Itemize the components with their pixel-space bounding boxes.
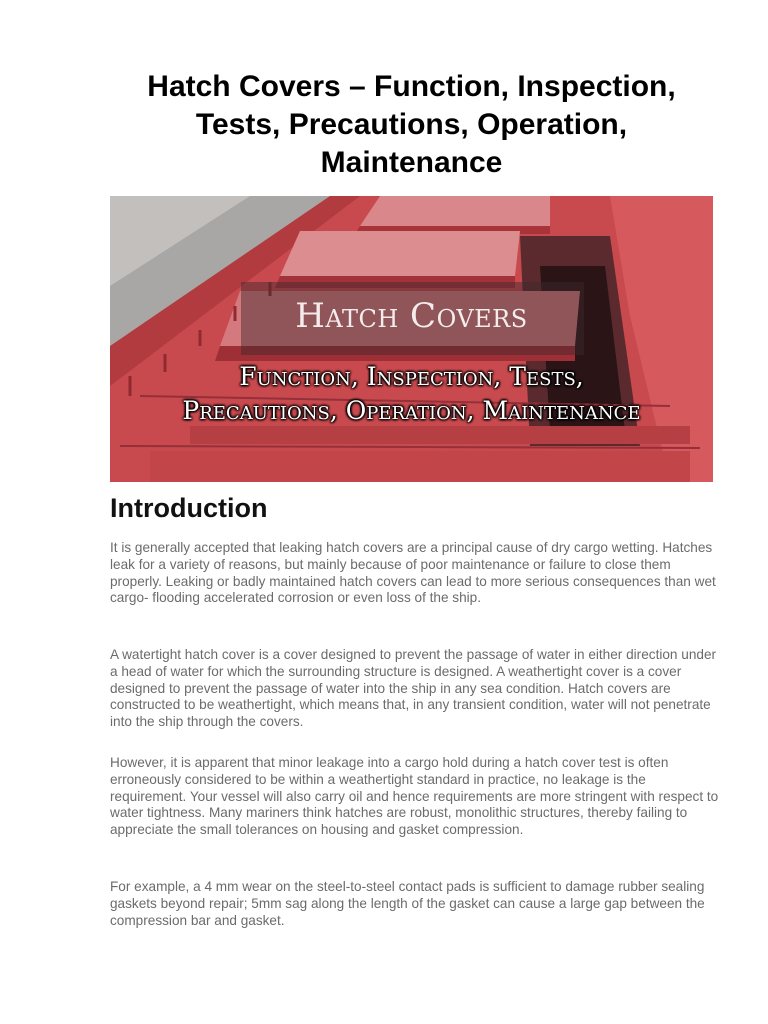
paragraph-1: It is generally accepted that leaking hatch covers are a principal cause of dry cargo wetting. Hatches leak for a variety of reasons, but mainly because of poor maintenance or failure to close them properly. Leaking or badly maintained hatch covers can lead to more serious consequences than wet cargo- flooding accelerated corrosion or even loss of the ship. [110,540,716,606]
hero-subtitle-line-1: Function, Inspection, Tests, [239,362,584,391]
hero-banner-image [110,196,713,482]
hero-title: Hatch Covers [295,296,528,336]
hero-subtitle [110,360,713,428]
hero-subtitle-line-2: Precautions, Operation, Maintenance [182,396,641,425]
page-title: Hatch Covers – Function, Inspection, Tests, Precautions, Operation, Maintenance [147,70,676,179]
paragraph-3: However, it is apparent that minor leakage into a cargo hold during a hatch cover test is often erroneously considered to be within a weathertight standard in practice, no leakage is the requirement. Your vessel will also carry oil and hence requirements are more stringent with respect to water tightness. Many mariners think hatches are robust, monolithic structures, thereby failing to appreciate the small tolerances on housing and gasket compression. [110,755,719,838]
paragraph-4: For example, a 4 mm wear on the steel-to-steel contact pads is sufficient to damage rubber sealing gaskets beyond repair; 5mm sag along the length of the gasket can cause a large gap between the compression bar and gasket. [110,879,705,928]
paragraph-2: A watertight hatch cover is a cover designed to prevent the passage of water in either direction under a head of water for which the surrounding structure is designed. A weathertight cover is a cover designed to prevent the passage of water into the ship in any sea condition. Hatch covers are constructed to be weathertight, which means that, in any transient condition, water will not penetrate into the ship through the covers. [110,647,717,730]
section-heading-introduction: Introduction [110,493,268,523]
